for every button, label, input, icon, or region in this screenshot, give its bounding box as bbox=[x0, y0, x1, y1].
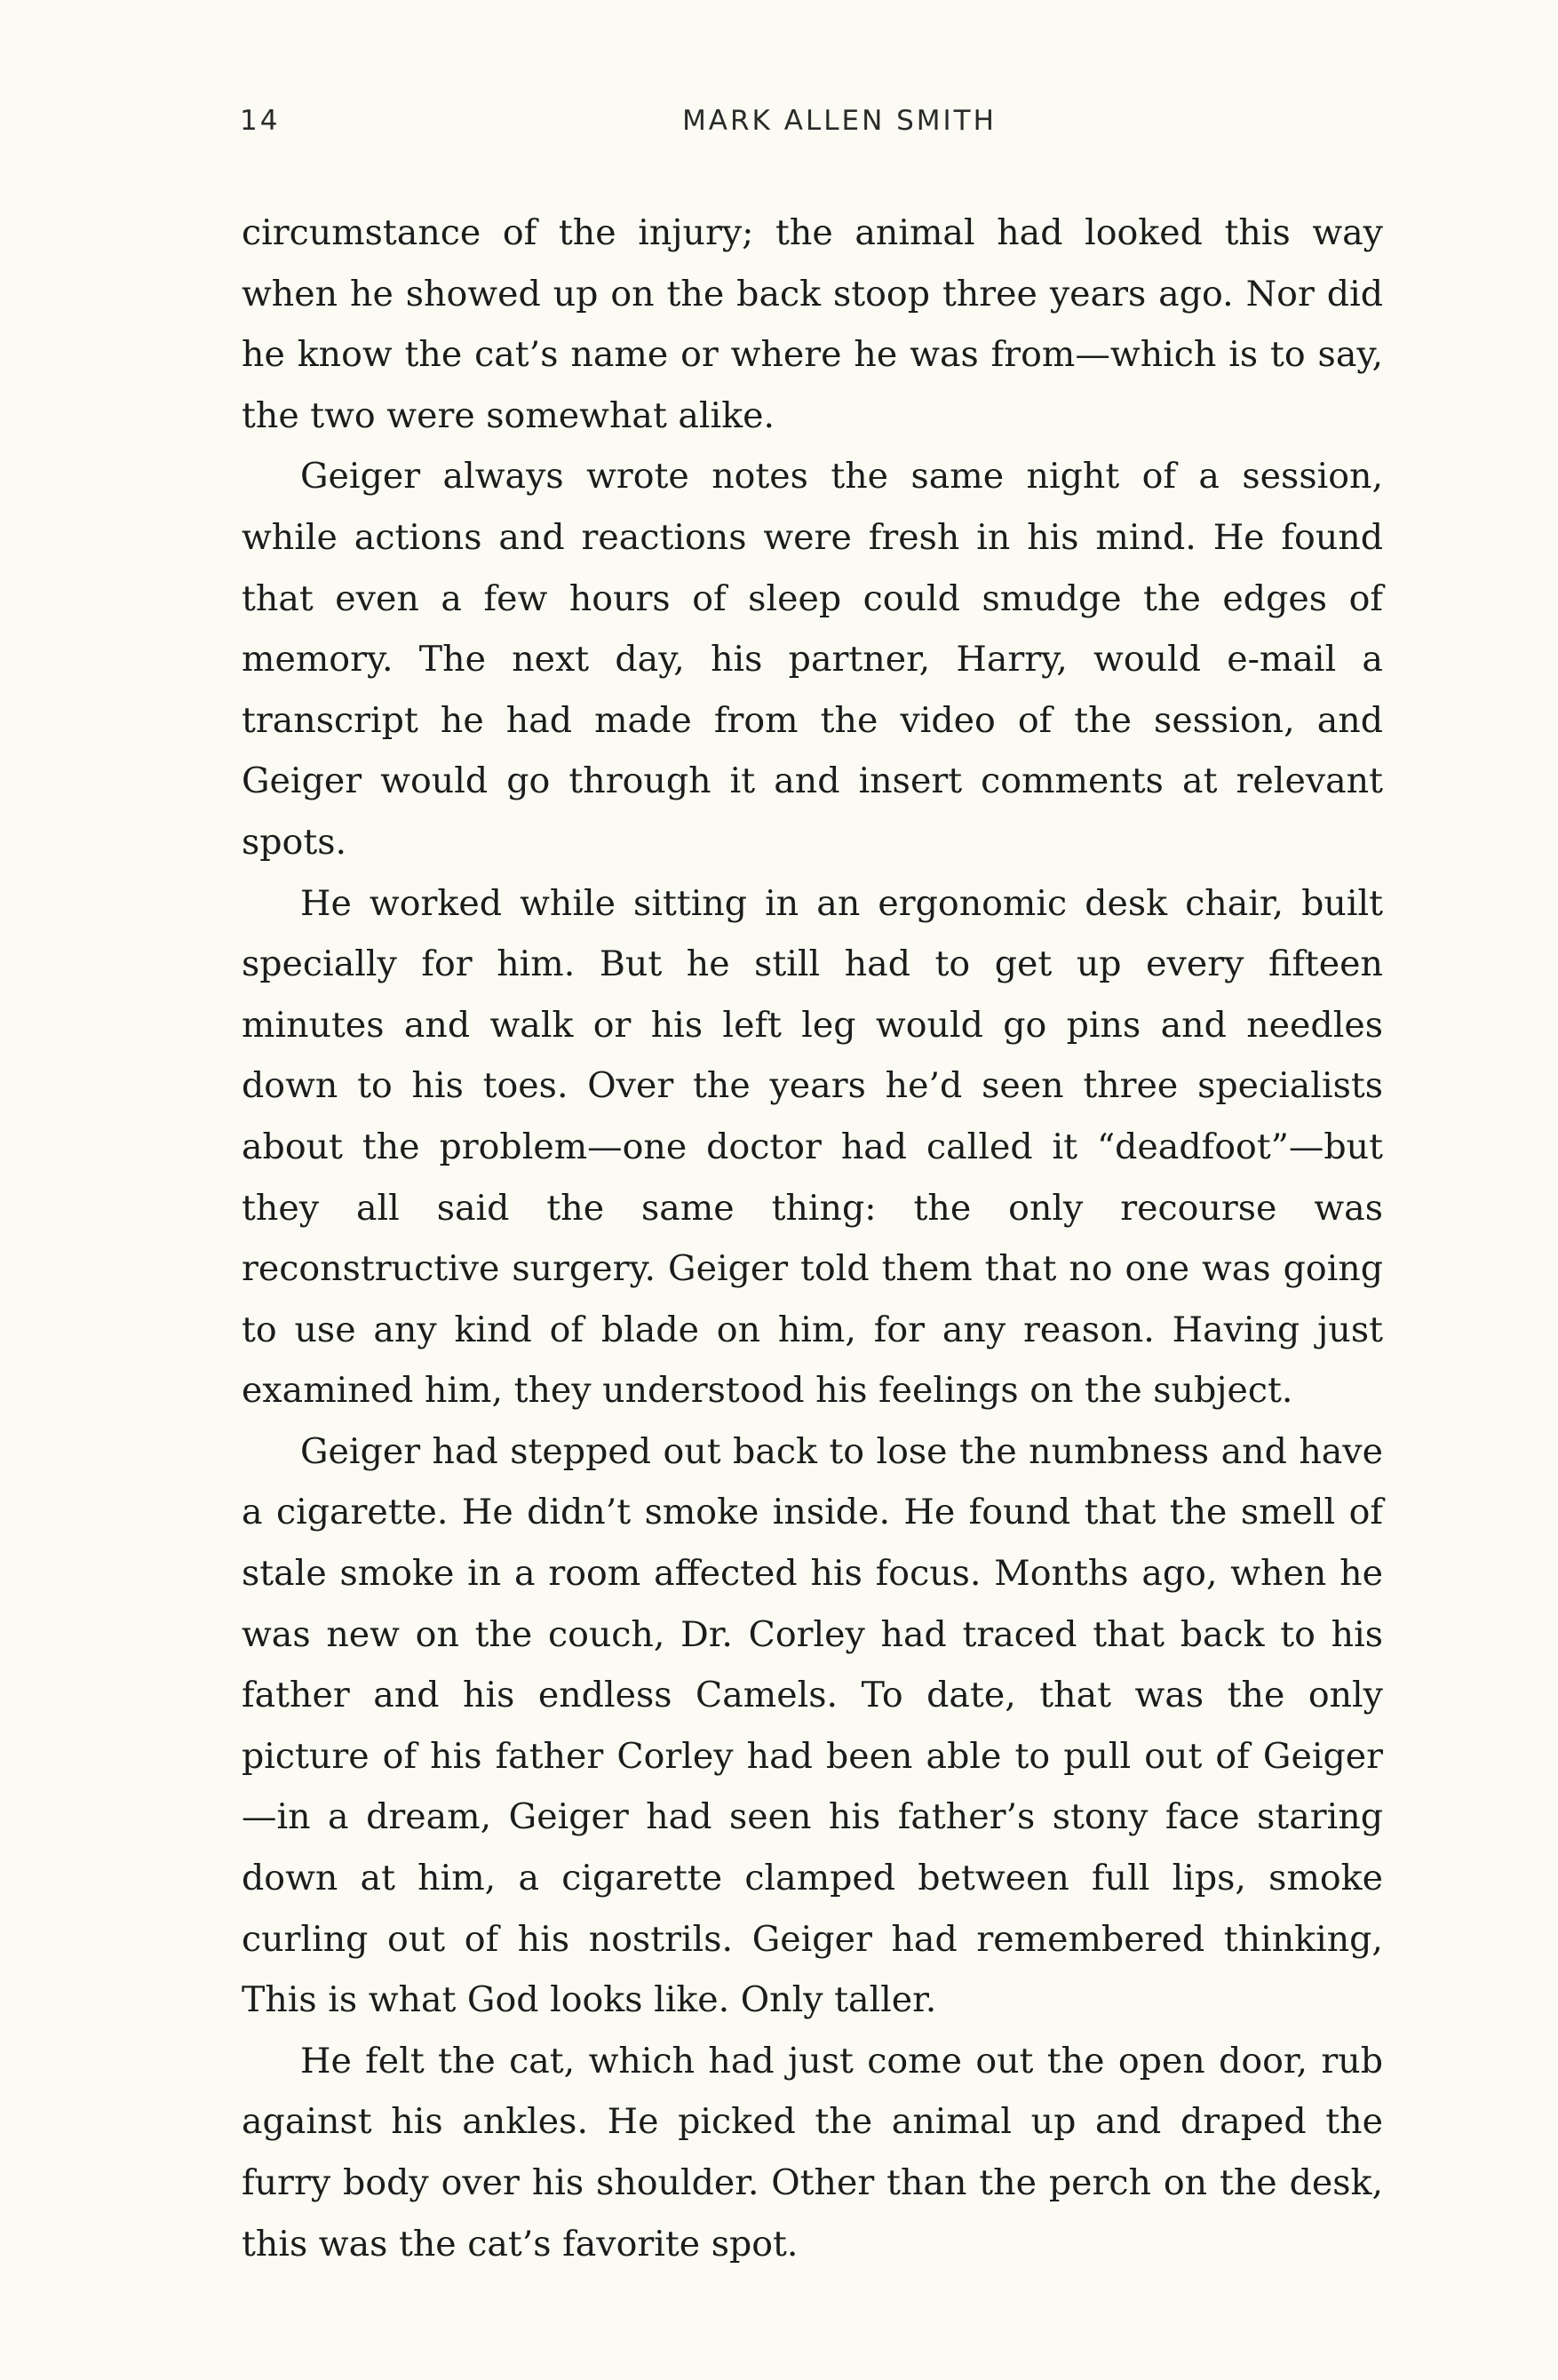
paragraph: Geiger had stepped out back to lose the numbness and have a cigarette. He didn’t smoke inside. He found that the smell of stale smoke in a room affected his focus. Months ago, when he was new on the couch, Dr. Corley had traced that back to his father and his endless Camels. To date, that was the only picture of his father Corley had been able to pull out of Geiger—in a dream, Geiger had seen his father’s stony face staring down at him, a cigarette clamped between full lips, smoke curling out of his nostrils. Geiger had remembered thinking, This is what God looks like. Only taller. bbox=[242, 1430, 1383, 2021]
paragraph: Geiger always wrote notes the same night of a session, while actions and reactions were fresh in his mind. He found that even a few hours of sleep could smudge the edges of memory. The next day, his partner, Harry, would e-mail a transcript he had made from the video of the session, and Geiger would go through it and insert comments at relevant spots. bbox=[242, 456, 1383, 863]
paragraph-continued: circumstance of the injury; the animal had looked this way when he showed up on the back stoop three years ago. Nor did he know the cat’s name or where he was from—which is to say, the two were somewhat alike. bbox=[242, 212, 1383, 436]
running-head-author: MARK ALLEN SMITH bbox=[682, 105, 997, 137]
running-header bbox=[240, 105, 1386, 149]
paragraph: He felt the cat, which had just come out the open door, rub against his ankles. He picked the animal up and draped the furry body over his shoulder. Other than the perch on the desk, this was the cat’s favorite spot. bbox=[242, 2040, 1383, 2265]
body-text bbox=[242, 203, 1383, 2274]
page-number: 14 bbox=[240, 105, 281, 137]
paragraph: He worked while sitting in an ergonomic desk chair, built specially for him. But he still had to get up every fifteen minutes and walk or his left leg would go pins and needles down to his toes. Over the years he’d seen three specialists about the problem—one doctor had called it “deadfoot”—but they all said the same thing: the only recourse was reconstructive surgery. Geiger told them that no one was going to use any kind of blade on him, for any reason. Having just examined him, they understood his feelings on the subject. bbox=[242, 882, 1383, 1412]
